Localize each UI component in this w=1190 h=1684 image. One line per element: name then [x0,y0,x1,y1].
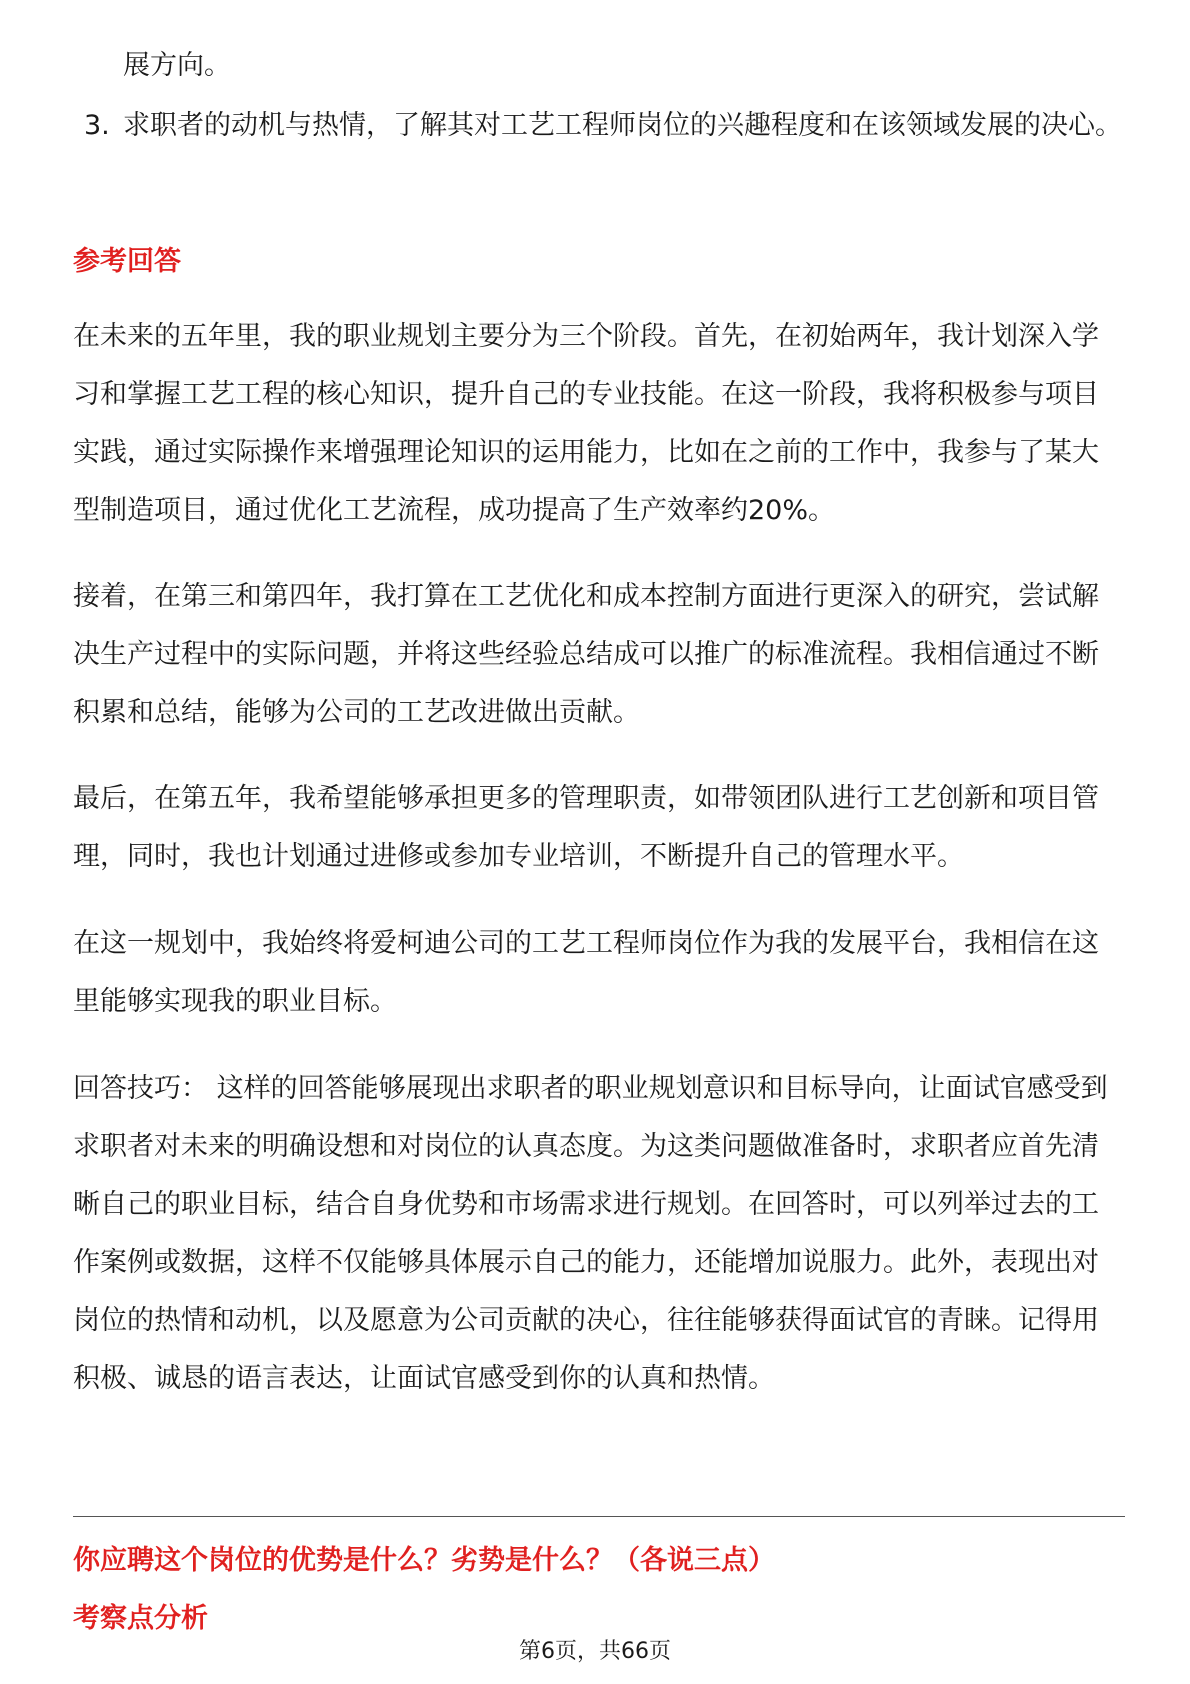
list-item-number: 3. [84,110,110,141]
answer-paragraph-4: 在这一规划中，我始终将爱柯迪公司的工艺工程师岗位作为我的发展平台，我相信在这里能够实现我的职业目标。 [73,928,1099,1017]
answer-paragraph-1: 在未来的五年里，我的职业规划主要分为三个阶段。首先，在初始两年，我计划深入学习和掌握工艺工程的核心知识，提升自己的专业技能。在这一阶段，我将积极参与项目实践，通过实际操作来增强理论知识的运用能力，比如在之前的工作中，我参与了某大型制造项目，通过优化工艺流程，成功提高了生产效率约20%。 [73,321,1099,526]
next-question-heading: 你应聘这个岗位的优势是什么？劣势是什么？（各说三点） [73,1545,775,1576]
list-item-continuation: 展方向。 [123,50,231,81]
page-number-footer: 第6页，共66页 [519,1639,671,1664]
section-divider [73,1516,1125,1517]
analysis-heading: 考察点分析 [73,1603,208,1634]
list-item-3 [84,97,1124,155]
answer-paragraph-3: 最后，在第五年，我希望能够承担更多的管理职责，如带领团队进行工艺创新和项目管理，同时，我也计划通过进修或参加专业培训，不断提升自己的管理水平。 [73,783,1099,872]
reference-answer-heading: 参考回答 [73,246,181,277]
list-item-text: 求职者的动机与热情，了解其对工艺工程师岗位的兴趣程度和在该领域发展的决心。 [123,110,1122,141]
answer-tips-paragraph: 回答技巧： 这样的回答能够展现出求职者的职业规划意识和目标导向，让面试官感受到求职者对未来的明确设想和对岗位的认真态度。为这类问题做准备时，求职者应首先清晰自己的职业目标，结合自身优势和市场需求进行规划。在回答时，可以列举过去的工作案例或数据，这样不仅能够具体展示自己的能力，还能增加说服力。此外，表现出对岗位的热情和动机，以及愿意为公司贡献的决心，往往能够获得面试官的青睐。记得用积极、诚恳的语言表达，让面试官感受到你的认真和热情。 [73,1073,1108,1394]
answer-paragraph-2: 接着，在第三和第四年，我打算在工艺优化和成本控制方面进行更深入的研究，尝试解决生产过程中的实际问题，并将这些经验总结成可以推广的标准流程。我相信通过不断积累和总结，能够为公司的工艺改进做出贡献。 [73,581,1099,728]
